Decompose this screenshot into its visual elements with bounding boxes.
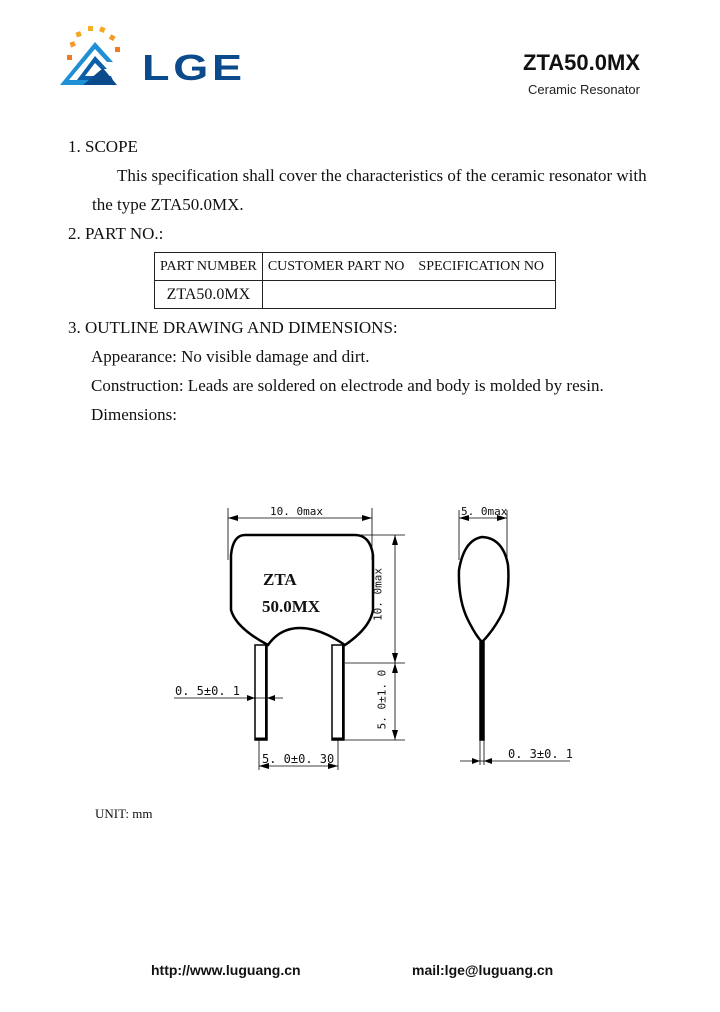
scope-text-line2: the type ZTA50.0MX. xyxy=(92,195,244,214)
thickness-dimension: 5. 0max xyxy=(461,505,508,518)
product-subtitle: Ceramic Resonator xyxy=(528,82,640,97)
appearance-text: Appearance: No visible damage and dirt. xyxy=(91,347,370,366)
header-customer-part-no: CUSTOMER PART NO xyxy=(267,258,405,274)
part-no-heading: 2. PART NO.: xyxy=(68,224,164,243)
logo-text: LGE xyxy=(142,47,246,88)
unit-label: UNIT: mm xyxy=(95,806,153,821)
header-part-number: PART NUMBER xyxy=(155,253,263,281)
side-view-body xyxy=(459,537,509,642)
dimensions-label: Dimensions: xyxy=(91,405,177,424)
scope-text-line1: This specification shall cover the characteristics of the ceramic resonator with xyxy=(117,166,647,185)
logo-mountain-icon xyxy=(55,22,145,94)
model-number: ZTA50.0MX xyxy=(523,50,640,75)
table-row xyxy=(155,281,556,309)
lead-width-dimension: 0. 5±0. 1 xyxy=(175,684,241,698)
construction-text: Construction: Leads are soldered on electrode and body is molded by resin. xyxy=(91,376,604,395)
side-view-lead xyxy=(480,642,484,740)
outline-heading: 3. OUTLINE DRAWING AND DIMENSIONS: xyxy=(68,318,398,337)
website-link[interactable]: http://www.luguang.cn xyxy=(151,962,301,978)
width-dimension: 10. 0max xyxy=(270,505,323,518)
resonator-body xyxy=(231,535,373,645)
lead-length-dimension: 5. 0±1. 0 xyxy=(375,669,389,730)
body-marking-line2: 50.0MX xyxy=(262,597,321,616)
email-link[interactable]: mail:lge@luguang.cn xyxy=(412,962,554,978)
cell-part-number: ZTA50.0MX xyxy=(155,281,263,309)
lead-pitch-dimension: 5. 0±0. 30 xyxy=(262,752,335,766)
header-customer-spec xyxy=(262,253,555,281)
header-specification-no: SPECIFICATION NO xyxy=(418,258,545,274)
lead-thickness-dimension: 0. 3±0. 1 xyxy=(508,747,574,761)
part-number-table xyxy=(154,252,556,309)
body-marking-line1: ZTA xyxy=(263,570,297,589)
scope-heading: 1. SCOPE xyxy=(68,137,138,156)
height-dimension: 10. 0max xyxy=(371,568,385,621)
cell-customer-part-no xyxy=(262,281,555,309)
table-header-row xyxy=(155,253,556,281)
outline-drawing xyxy=(150,495,590,785)
